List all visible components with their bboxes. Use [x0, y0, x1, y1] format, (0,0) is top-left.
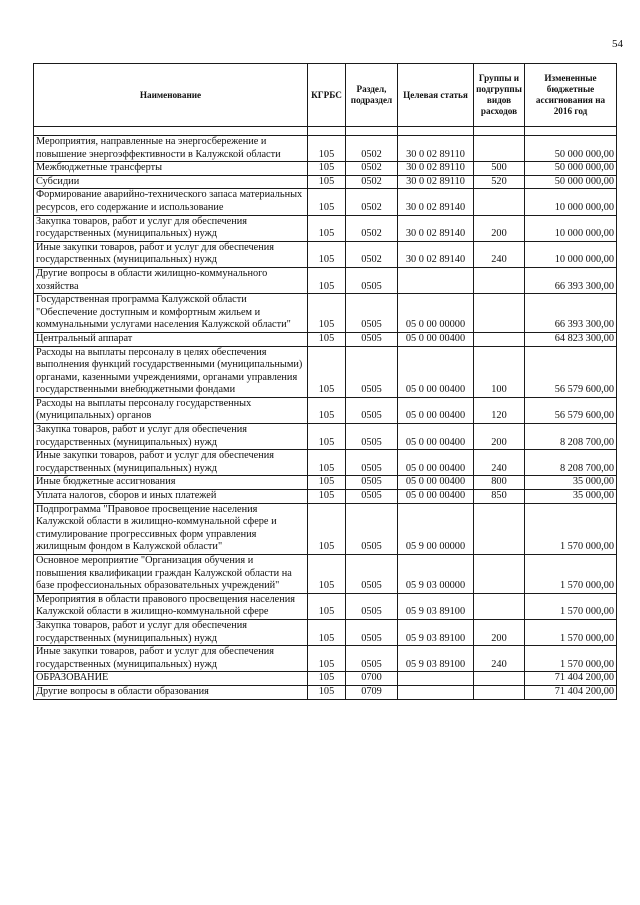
cell-name: Расходы на выплаты персоналу в целях обеспечения выполнения функций государственными (муниципальными) органами, казенными учреждениями, органами управления государственными внебюджетными фондами: [34, 346, 308, 397]
cell-razdel: 0505: [346, 476, 398, 490]
header-name: Наименование: [34, 64, 308, 127]
cell-razdel: 0505: [346, 490, 398, 504]
cell-kgrbs: 105: [308, 332, 346, 346]
cell-name: Закупка товаров, работ и услуг для обеспечения государственных (муниципальных) нужд: [34, 619, 308, 645]
cell-razdel: 0700: [346, 672, 398, 686]
table-row: [34, 424, 617, 450]
cell-celevaya: 05 9 03 89100: [398, 593, 474, 619]
cell-celevaya: 05 9 00 00000: [398, 503, 474, 554]
cell-group: [474, 332, 525, 346]
cell-celevaya: 05 0 00 00400: [398, 332, 474, 346]
cell-name: Подпрограмма "Правовое просвещение населения Калужской области в жилищно-коммунальной сфере и стимулирование прогрессивных форм управления жилищным фондом в Калужской области": [34, 503, 308, 554]
cell-group: [474, 555, 525, 594]
table-row: [34, 397, 617, 423]
cell-name: Субсидии: [34, 175, 308, 189]
table-header-row: [34, 64, 617, 127]
table-row: [34, 136, 617, 162]
cell-kgrbs: 105: [308, 503, 346, 554]
table-row: [34, 503, 617, 554]
cell-kgrbs: 105: [308, 646, 346, 672]
cell-celevaya: [398, 672, 474, 686]
cell-name: Закупка товаров, работ и услуг для обеспечения государственных (муниципальных) нужд: [34, 424, 308, 450]
cell-celevaya: 05 0 00 00400: [398, 476, 474, 490]
cell-group: [474, 294, 525, 333]
cell-group: 120: [474, 397, 525, 423]
cell-amount: 66 393 300,00: [525, 294, 617, 333]
cell-amount: 8 208 700,00: [525, 450, 617, 476]
cell-group: 200: [474, 215, 525, 241]
cell-group: 200: [474, 424, 525, 450]
cell-name: Мероприятия в области правового просвещения населения Калужской области в жилищно-коммунальной сфере: [34, 593, 308, 619]
cell-group: 240: [474, 241, 525, 267]
cell-celevaya: 05 0 00 00400: [398, 397, 474, 423]
cell-razdel: 0502: [346, 136, 398, 162]
table-row: [34, 215, 617, 241]
table-row: [34, 189, 617, 215]
cell-group: [474, 136, 525, 162]
cell-name: Государственная программа Калужской области "Обеспечение доступным и комфортным жильем и коммунальными услугами населения Калужской области": [34, 294, 308, 333]
page-number: 54: [612, 38, 623, 50]
cell-razdel: 0505: [346, 619, 398, 645]
cell-razdel: 0505: [346, 450, 398, 476]
cell-razdel: 0505: [346, 397, 398, 423]
cell-name: ОБРАЗОВАНИЕ: [34, 672, 308, 686]
cell-name: Иные закупки товаров, работ и услуг для обеспечения государственных (муниципальных) нужд: [34, 241, 308, 267]
cell-razdel: 0505: [346, 646, 398, 672]
cell-group: [474, 593, 525, 619]
table-row: [34, 241, 617, 267]
cell-name: Закупка товаров, работ и услуг для обеспечения государственных (муниципальных) нужд: [34, 215, 308, 241]
cell-amount: 71 404 200,00: [525, 685, 617, 699]
cell-razdel: 0505: [346, 346, 398, 397]
cell-amount: 66 393 300,00: [525, 267, 617, 293]
cell-amount: 50 000 000,00: [525, 162, 617, 176]
cell-amount: 35 000,00: [525, 490, 617, 504]
table-row: [34, 619, 617, 645]
cell-amount: 10 000 000,00: [525, 189, 617, 215]
cell-celevaya: 30 0 02 89140: [398, 241, 474, 267]
cell-group: 850: [474, 490, 525, 504]
cell-celevaya: 05 0 00 00400: [398, 424, 474, 450]
table-row: [34, 450, 617, 476]
cell-celevaya: 05 0 00 00400: [398, 490, 474, 504]
cell-name: Уплата налогов, сборов и иных платежей: [34, 490, 308, 504]
cell-group: 200: [474, 619, 525, 645]
cell-razdel: 0502: [346, 162, 398, 176]
cell-group: 500: [474, 162, 525, 176]
cell-kgrbs: 105: [308, 346, 346, 397]
cell-amount: 50 000 000,00: [525, 175, 617, 189]
cell-group: 240: [474, 450, 525, 476]
cell-celevaya: 05 0 00 00400: [398, 346, 474, 397]
cell-name: Расходы на выплаты персоналу государственных (муниципальных) органов: [34, 397, 308, 423]
cell-kgrbs: 105: [308, 241, 346, 267]
table-row: [34, 555, 617, 594]
cell-name: Мероприятия, направленные на энергосбережение и повышение энергоэффективности в Калужской области: [34, 136, 308, 162]
cell-kgrbs: 105: [308, 175, 346, 189]
cell-amount: 10 000 000,00: [525, 215, 617, 241]
cell-celevaya: 30 0 02 89140: [398, 189, 474, 215]
cell-razdel: 0505: [346, 332, 398, 346]
cell-celevaya: 30 0 02 89110: [398, 162, 474, 176]
cell-group: 800: [474, 476, 525, 490]
table-row: [34, 294, 617, 333]
cell-amount: 10 000 000,00: [525, 241, 617, 267]
cell-celevaya: 05 9 03 00000: [398, 555, 474, 594]
cell-celevaya: 30 0 02 89110: [398, 136, 474, 162]
header-groups: Группы и подгруппы видов расходов: [474, 64, 525, 127]
cell-amount: 56 579 600,00: [525, 346, 617, 397]
cell-celevaya: 30 0 02 89140: [398, 215, 474, 241]
cell-group: [474, 685, 525, 699]
cell-name: Центральный аппарат: [34, 332, 308, 346]
cell-amount: 1 570 000,00: [525, 593, 617, 619]
cell-amount: 56 579 600,00: [525, 397, 617, 423]
cell-amount: 71 404 200,00: [525, 672, 617, 686]
cell-razdel: 0505: [346, 267, 398, 293]
cell-razdel: 0709: [346, 685, 398, 699]
cell-amount: 1 570 000,00: [525, 555, 617, 594]
cell-name: Иные закупки товаров, работ и услуг для обеспечения государственных (муниципальных) нужд: [34, 646, 308, 672]
cell-group: [474, 267, 525, 293]
cell-kgrbs: 105: [308, 593, 346, 619]
cell-celevaya: 05 9 03 89100: [398, 619, 474, 645]
cell-razdel: 0505: [346, 294, 398, 333]
header-razdel: Раздел, подраздел: [346, 64, 398, 127]
cell-razdel: 0505: [346, 424, 398, 450]
cell-razdel: 0505: [346, 593, 398, 619]
cell-kgrbs: 105: [308, 476, 346, 490]
table-row: [34, 267, 617, 293]
cell-group: 520: [474, 175, 525, 189]
cell-name: Другие вопросы в области жилищно-коммунального хозяйства: [34, 267, 308, 293]
cell-amount: 1 570 000,00: [525, 646, 617, 672]
table-row: [34, 346, 617, 397]
cell-celevaya: [398, 685, 474, 699]
cell-kgrbs: 105: [308, 672, 346, 686]
cell-razdel: 0502: [346, 189, 398, 215]
cell-kgrbs: 105: [308, 189, 346, 215]
cell-name: Межбюджетные трансферты: [34, 162, 308, 176]
header-amount: Измененные бюджетные ассигнования на 2016 год: [525, 64, 617, 127]
cell-name: Другие вопросы в области образования: [34, 685, 308, 699]
cell-kgrbs: 105: [308, 162, 346, 176]
budget-table: [33, 63, 617, 700]
cell-kgrbs: 105: [308, 397, 346, 423]
cell-group: [474, 503, 525, 554]
cell-amount: 35 000,00: [525, 476, 617, 490]
cell-celevaya: 05 9 03 89100: [398, 646, 474, 672]
cell-celevaya: 30 0 02 89110: [398, 175, 474, 189]
cell-razdel: 0502: [346, 215, 398, 241]
table-row: [34, 490, 617, 504]
cell-razdel: 0502: [346, 241, 398, 267]
cell-celevaya: [398, 267, 474, 293]
cell-kgrbs: 105: [308, 424, 346, 450]
cell-kgrbs: 105: [308, 267, 346, 293]
cell-razdel: 0505: [346, 555, 398, 594]
cell-kgrbs: 105: [308, 685, 346, 699]
table-row: [34, 332, 617, 346]
cell-kgrbs: 105: [308, 490, 346, 504]
cell-group: 240: [474, 646, 525, 672]
cell-kgrbs: 105: [308, 294, 346, 333]
cell-name: Основное мероприятие "Организация обучения и повышения квалификации граждан Калужской области на базе профессиональных образовательных учреждений": [34, 555, 308, 594]
cell-amount: 64 823 300,00: [525, 332, 617, 346]
header-celevaya: Целевая статья: [398, 64, 474, 127]
table-row: [34, 476, 617, 490]
cell-razdel: 0502: [346, 175, 398, 189]
cell-group: [474, 672, 525, 686]
table-row: [34, 685, 617, 699]
cell-kgrbs: 105: [308, 215, 346, 241]
table-row: [34, 162, 617, 176]
table-row: [34, 175, 617, 189]
cell-celevaya: 05 0 00 00000: [398, 294, 474, 333]
cell-razdel: 0505: [346, 503, 398, 554]
cell-group: 100: [474, 346, 525, 397]
table-row: [34, 646, 617, 672]
cell-name: Иные закупки товаров, работ и услуг для обеспечения государственных (муниципальных) нужд: [34, 450, 308, 476]
cell-kgrbs: 105: [308, 450, 346, 476]
cell-amount: 1 570 000,00: [525, 503, 617, 554]
cell-amount: 1 570 000,00: [525, 619, 617, 645]
table-body: [34, 127, 617, 700]
table-row: [34, 593, 617, 619]
cell-kgrbs: 105: [308, 619, 346, 645]
cell-amount: 50 000 000,00: [525, 136, 617, 162]
header-kgrbs: КГРБС: [308, 64, 346, 127]
cell-group: [474, 189, 525, 215]
cell-kgrbs: 105: [308, 555, 346, 594]
cell-name: Формирование аварийно-технического запаса материальных ресурсов, его содержание и использование: [34, 189, 308, 215]
cell-kgrbs: 105: [308, 136, 346, 162]
cell-name: Иные бюджетные ассигнования: [34, 476, 308, 490]
cell-amount: 8 208 700,00: [525, 424, 617, 450]
cell-celevaya: 05 0 00 00400: [398, 450, 474, 476]
spacer-row: [34, 127, 617, 136]
table-row: [34, 672, 617, 686]
